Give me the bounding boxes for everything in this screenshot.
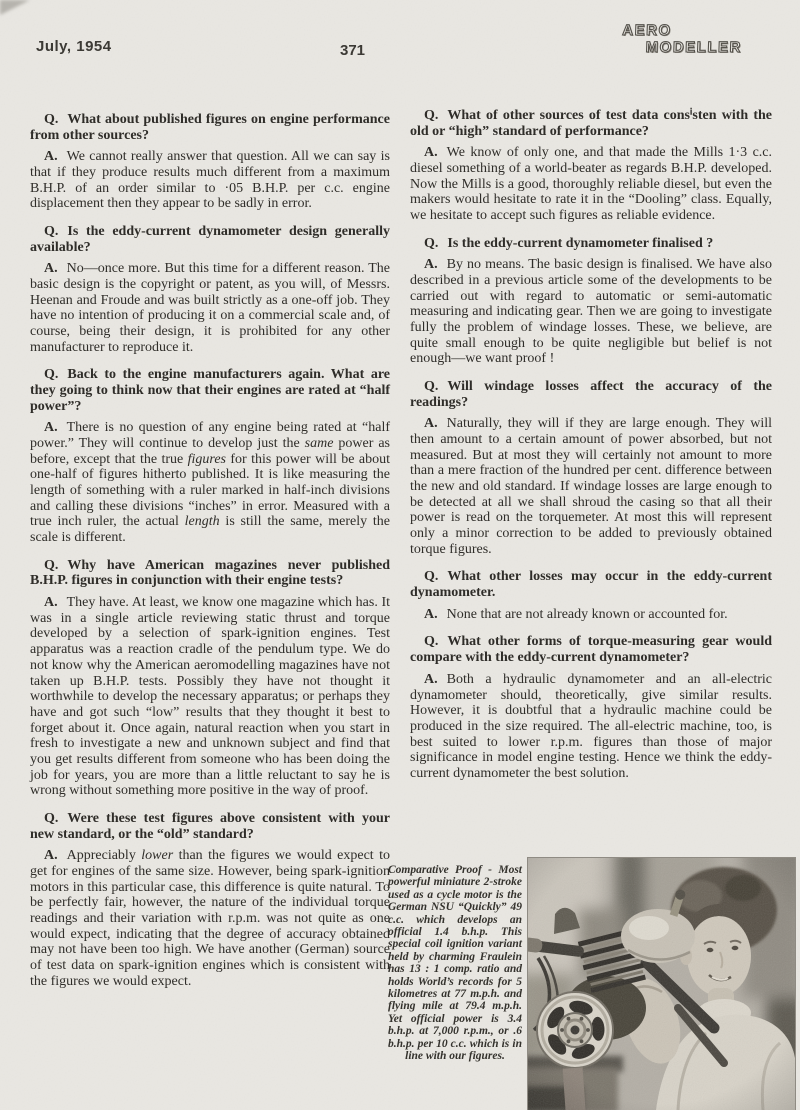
answer: A. Naturally, they will if they are large enough. They will then amount to a certain amount of power absorbed, but not measured. But at most they will certainly not amount to more than a mere fraction of the hundred per cent. difference between the new and old standard. If windage losses are large enough to be detected at all we shall shroud the casing so that all their power is read on the torquemeter. At most this will represent only a minor correction to be added to previously obtained torque figures. bbox=[410, 416, 772, 557]
answer: A. They have. At least, we know one magazine which has. It was in a single article reviewing static thrust and torque developed by a selection of spark-ignition engines. Test apparatus was a reaction cradle of the pendulum type. We do not know why the American aeromodelling magazines have not taken up B.H.P. tests. Possibly they have not thought it worthwhile to develop the necessary apparatus; or perhaps they have and got such “low” results that they thought it best to forget about it. Once again, natural reaction when you start in fresh to investigate a new and unknown subject and find that you get results different from someone who has been doing the job for years, you are more than a little reluctant to say he is wrong without something more positive in the way of proof. bbox=[30, 595, 390, 799]
a-label: A. bbox=[44, 261, 58, 277]
q-label: Q. bbox=[424, 634, 439, 650]
logo-line1: AERO bbox=[622, 22, 672, 39]
a-label: A. bbox=[44, 149, 58, 165]
q-label: Q. bbox=[44, 810, 59, 826]
a-label: A. bbox=[424, 257, 438, 273]
q-label: Q. bbox=[44, 112, 59, 127]
q-label: Q. bbox=[424, 569, 439, 585]
answer: A. We cannot really answer that question. All we can say is that if they produce results much different from a maximum B.H.P. of an order similar to ·05 B.H.P. per c.c. engine displacement then they appear to be sadly in error. bbox=[30, 149, 390, 212]
a-label: A. bbox=[424, 145, 438, 161]
issue-date: July, 1954 bbox=[36, 38, 112, 55]
nsu-engine-photo bbox=[528, 858, 795, 1110]
q-label: Q. bbox=[424, 108, 439, 123]
question: Q. What about published figures on engine performance from other sources? bbox=[30, 112, 390, 143]
qa-column-right bbox=[410, 96, 772, 785]
q-label: Q. bbox=[44, 557, 59, 573]
logo-line2: MODELLER bbox=[645, 39, 743, 57]
aeromodeller-logo bbox=[621, 22, 742, 57]
answer: A. By no means. The basic design is finalised. We have also described in a previous article some of the developments to be carried out with regard to automatic or semi-automatic measuring and indicating gear. Then we are going to investigate fully the problem of windage losses. These, we believe, are quite small enough to be quite negligible but belief is not enough—we want proof ! bbox=[410, 257, 772, 367]
answer: A. None that are not already known or accounted for. bbox=[424, 606, 728, 622]
answer: A. Appreciably lower than the figures we would expect to get for engines of the same size. However, being spark-ignition motors in this particular case, this difference is quite natural. To be perfectly fair, however, the nature of the individual torque readings and their variation with r.p.m. was not quite as one would expect, indicating that the degree of accuracy obtained may not have been too high. We have another (German) source of test data on spark-ignition engines which is consistent with the figures we would expect. bbox=[30, 848, 390, 989]
a-label: A. bbox=[424, 416, 438, 432]
question: Q. Back to the engine manufacturers again. What are they going to think now that their engines are rated at “half power”? bbox=[30, 367, 390, 414]
question: Q. Were these test figures above consistent with your new standard, or the “old” standard? bbox=[30, 810, 390, 842]
question: Q. What other losses may occur in the eddy-current dynamometer. bbox=[410, 569, 772, 601]
q-label: Q. bbox=[44, 367, 59, 383]
a-label: A. bbox=[424, 606, 438, 622]
answer: A. We know of only one, and that made the Mills 1·3 c.c. diesel something of a world-beater as regards B.H.P. developed. Now the Mills is a good, thoroughly reliable diesel, but even the makers would hesitate to rate it in the “Dooling” class. Equally, we hesitate to accept such figures as reliable evidence. bbox=[410, 145, 772, 224]
a-label: A. bbox=[44, 848, 58, 864]
answer: A. No—once more. But this time for a different reason. The basic design is the copyright or patent, as you will, of Messrs. Heenan and Froude and was built strictly as a one-off job. They have no intention of producing it on a commercial scale and, of course, being their design, it is prohibited for any other manufacturer to reproduce it. bbox=[30, 261, 390, 355]
question: Q. Why have American magazines never published B.H.P. figures in conjunction with their engine tests? bbox=[30, 557, 390, 589]
answer: A. Both a hydraulic dynamometer and an all-electric dynamometer should, theoretically, give similar results. However, it is doubtful that a hydraulic machine could be produced in the size required. The all-electric machine, too, is best suited to lower r.p.m. figures than those of major significance in model engine testing. Hence we think the eddy-current dynamometer the best solution. bbox=[410, 671, 772, 781]
scan-corner-artifact bbox=[0, 0, 30, 15]
photo-illustration bbox=[528, 858, 795, 1110]
question: Q. Is the eddy-current dynamometer finalised ? bbox=[424, 235, 714, 251]
q-label: Q. bbox=[424, 235, 439, 251]
page-number: 371 bbox=[340, 42, 366, 59]
q-label: Q. bbox=[424, 379, 439, 395]
a-label: A. bbox=[44, 595, 58, 611]
a-label: A. bbox=[424, 671, 438, 687]
question: Q. What of other sources of test data consⁱsten with the old or “high” standard of performance? bbox=[410, 108, 772, 139]
question: Q. What other forms of torque-measuring gear would compare with the eddy-current dynamometer? bbox=[410, 634, 772, 666]
q-label: Q. bbox=[44, 224, 59, 240]
a-label: A. bbox=[44, 420, 58, 436]
answer: A. There is no question of any engine being rated at “half power.” They will continue to develop just the same power as before, except that the true figures for this power will be about one-half of figures hitherto published. It is like measuring the length of something with a ruler marked in half-inch divisions and calling these divisions “inches” in error. Measured with a true inch ruler, the actual length is still the same, merely the scale is different. bbox=[30, 420, 391, 546]
question: Q. Will windage losses affect the accuracy of the readings? bbox=[410, 379, 772, 410]
photo-caption: Comparative Proof - Most powerful miniature 2-stroke used as a cycle motor is the German NSU “Quickly” 49 c.c. which develops an official 1.4 b.h.p. This special coil ignition variant held by charming Fraulein has 13 : 1 comp. ratio and holds World’s records for 5 kilometres at 77 m.p.h. and flying mile at 79.4 m.p.h. Yet official power is 3.4 b.h.p. at 7,000 r.p.m., or .6 b.h.p. per 10 c.c. which is in line with our figures. bbox=[388, 864, 522, 1063]
question: Q. Is the eddy-current dynamometer design generally available? bbox=[30, 224, 390, 255]
qa-column-left bbox=[30, 100, 390, 992]
